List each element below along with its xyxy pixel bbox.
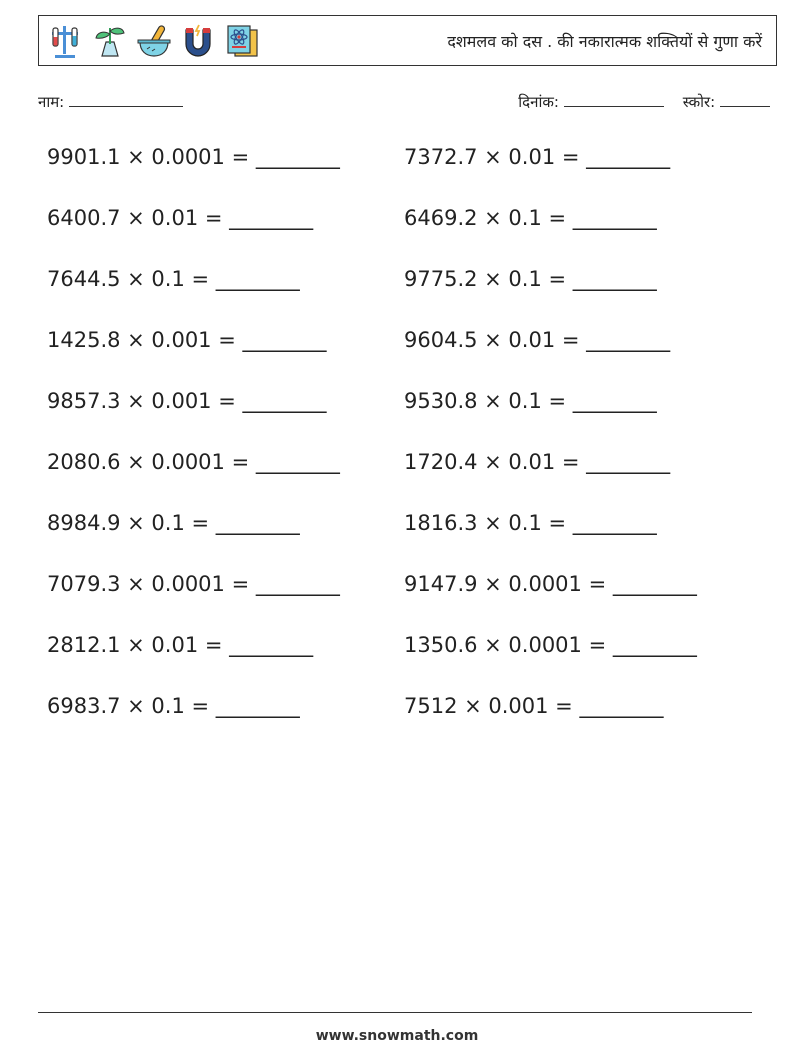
- problem-row: [47, 572, 767, 633]
- problem-row: [47, 511, 767, 572]
- date-blank[interactable]: [564, 92, 664, 107]
- problem[interactable]: 2812.1 × 0.01 = ________: [47, 633, 314, 657]
- footer-divider: [38, 1012, 752, 1013]
- problem[interactable]: 9530.8 × 0.1 = ________: [404, 389, 657, 413]
- problem-row: [47, 267, 767, 328]
- problem-row: [47, 206, 767, 267]
- date-label: दिनांक:: [518, 93, 559, 111]
- seedling-flask-icon: [91, 22, 129, 60]
- problem[interactable]: 9901.1 × 0.0001 = ________: [47, 145, 340, 169]
- name-label: नाम:: [38, 93, 65, 111]
- problem[interactable]: 1350.6 × 0.0001 = ________: [404, 633, 697, 657]
- problem[interactable]: 9604.5 × 0.01 = ________: [404, 328, 671, 352]
- atom-book-icon: [223, 22, 261, 60]
- name-field: [38, 92, 183, 112]
- problem-row: [47, 694, 767, 755]
- problem[interactable]: 1816.3 × 0.1 = ________: [404, 511, 657, 535]
- problem[interactable]: 6400.7 × 0.01 = ________: [47, 206, 314, 230]
- problem-row: [47, 145, 767, 206]
- problem[interactable]: 7644.5 × 0.1 = ________: [47, 267, 300, 291]
- problem[interactable]: 1425.8 × 0.001 = ________: [47, 328, 327, 352]
- problem-row: [47, 328, 767, 389]
- mortar-pestle-icon: [135, 22, 173, 60]
- score-blank[interactable]: [720, 92, 770, 107]
- problem[interactable]: 7079.3 × 0.0001 = ________: [47, 572, 340, 596]
- problem-row: [47, 633, 767, 694]
- problem[interactable]: 1720.4 × 0.01 = ________: [404, 450, 671, 474]
- worksheet-title: दशमलव को दस . की नकारात्मक शक्तियों से गुणा करें: [447, 32, 762, 51]
- problem[interactable]: 7372.7 × 0.01 = ________: [404, 145, 671, 169]
- problem[interactable]: 9857.3 × 0.001 = ________: [47, 389, 327, 413]
- problem-grid: [47, 145, 767, 755]
- problem[interactable]: 6983.7 × 0.1 = ________: [47, 694, 300, 718]
- name-blank[interactable]: [69, 92, 183, 107]
- worksheet-header: [38, 15, 777, 66]
- problem[interactable]: 7512 × 0.001 = ________: [404, 694, 664, 718]
- magnet-icon: [179, 22, 217, 60]
- problem[interactable]: 9147.9 × 0.0001 = ________: [404, 572, 697, 596]
- problem[interactable]: 2080.6 × 0.0001 = ________: [47, 450, 340, 474]
- header-icons: [47, 22, 261, 60]
- problem[interactable]: 8984.9 × 0.1 = ________: [47, 511, 300, 535]
- footer-url[interactable]: www.snowmath.com: [315, 1028, 479, 1044]
- date-score-fields: [518, 92, 770, 112]
- problem-row: [47, 389, 767, 450]
- problem-row: [47, 450, 767, 511]
- score-label: स्कोर:: [682, 93, 716, 111]
- test-tubes-icon: [47, 22, 85, 60]
- problem[interactable]: 6469.2 × 0.1 = ________: [404, 206, 657, 230]
- problem[interactable]: 9775.2 × 0.1 = ________: [404, 267, 657, 291]
